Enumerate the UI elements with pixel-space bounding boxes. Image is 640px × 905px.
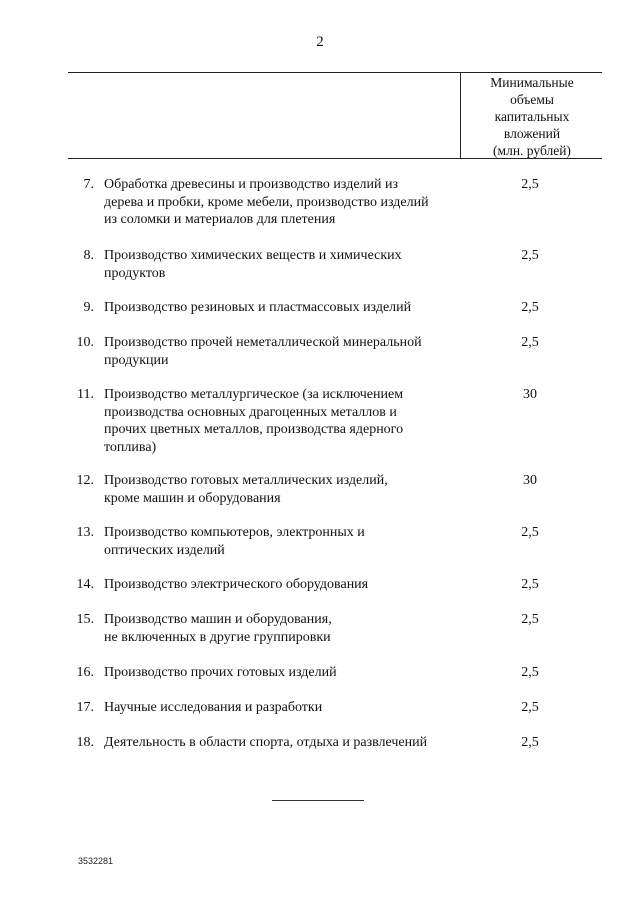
row-number: 11.: [77, 387, 94, 402]
row-activity: Деятельность в области спорта, отдыха и развлечений: [104, 735, 428, 750]
row-activity: Производство резиновых и пластмассовых изделий: [104, 300, 412, 315]
row-number: 8.: [83, 248, 94, 263]
header-column-divider: [460, 72, 461, 158]
row-activity: Производство готовых металлических изделий, кроме машин и оборудования: [104, 473, 388, 506]
row-value: 2,5: [521, 700, 539, 715]
row-value: 2,5: [521, 177, 539, 192]
row-value: 2,5: [521, 248, 539, 263]
row-number: 7.: [83, 177, 94, 192]
row-number: 12.: [76, 473, 94, 488]
row-value: 2,5: [521, 577, 539, 592]
row-number: 18.: [76, 735, 94, 750]
row-value: 2,5: [521, 335, 539, 350]
end-of-document-rule: [272, 800, 364, 801]
row-activity: Производство машин и оборудования, не включенных в другие группировки: [104, 612, 332, 645]
row-value: 30: [523, 387, 537, 402]
table-top-rule: [68, 72, 602, 73]
row-value: 2,5: [521, 525, 539, 540]
row-number: 9.: [83, 300, 94, 315]
row-activity: Научные исследования и разработки: [104, 700, 323, 715]
row-value: 2,5: [521, 612, 539, 627]
row-activity: Производство химических веществ и химических продуктов: [104, 248, 402, 281]
row-value: 2,5: [521, 665, 539, 680]
row-number: 17.: [76, 700, 94, 715]
row-number: 15.: [76, 612, 94, 627]
row-activity: Производство прочих готовых изделий: [104, 665, 337, 680]
page-number: 2: [316, 34, 324, 50]
row-activity: Производство прочей неметаллической минеральной продукции: [104, 335, 422, 368]
row-activity: Обработка древесины и производство изделий из дерева и пробки, кроме мебели, производство изделий из соломки и материалов для плетения: [104, 177, 429, 227]
row-number: 10.: [76, 335, 94, 350]
row-value: 2,5: [521, 300, 539, 315]
row-activity: Производство компьютеров, электронных и оптических изделий: [104, 525, 365, 558]
row-value: 30: [523, 473, 537, 488]
row-value: 2,5: [521, 735, 539, 750]
document-id: 3532281: [78, 856, 114, 866]
row-activity: Производство электрического оборудования: [104, 577, 369, 592]
row-number: 16.: [76, 665, 94, 680]
row-activity: Производство металлургическое (за исключением производства основных драгоценных металлов и прочих цветных металлов, производства ядерного топлива): [104, 387, 404, 455]
column-header-min-investment: Минимальные объемы капитальных вложений (млн. рублей): [490, 75, 574, 158]
row-number: 13.: [76, 525, 94, 540]
row-number: 14.: [76, 577, 94, 592]
